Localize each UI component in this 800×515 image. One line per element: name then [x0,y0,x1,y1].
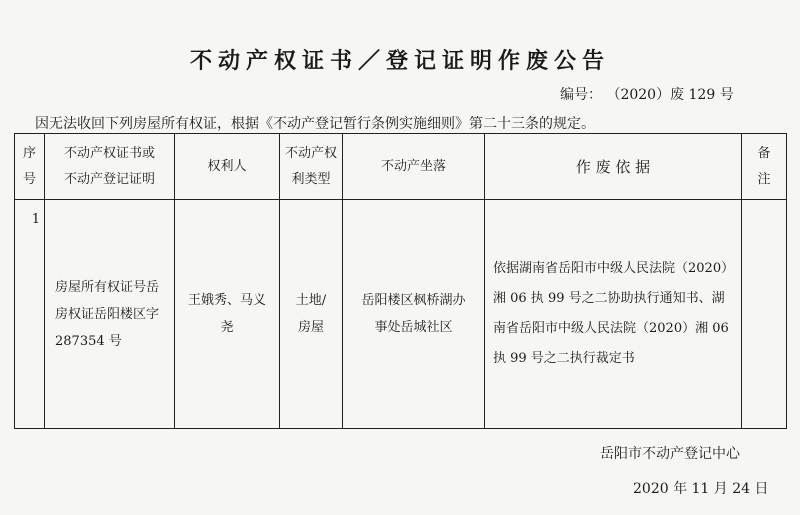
notice-title: 不动产权证书／登记证明作废公告 [189,48,610,74]
cell-basis: 依据湖南省岳阳市中级人民法院（2020）湘 06 执 99 号之二协助执行通知书、湖南省岳阳市中级人民法院（2020）湘 06 执 99 号之二执行裁定书 [485,200,742,429]
cell-right-type: 土地/房屋 [280,200,343,429]
cell-location: 岳阳楼区枫桥湖办事处岳城社区 [343,200,485,429]
document-number: 编号： （2020）废 129 号 [560,87,734,103]
issue-date: 2020 年 11 月 24 日 [633,481,769,497]
issuer-name: 岳阳市不动产登记中心 [600,446,740,462]
header-remark: 备 注 [742,134,787,200]
cell-remark [742,200,787,429]
intro-text: 因无法收回下列房屋所有权证，根据《不动产登记暂行条例实施细则》第二十三条的规定。 [35,116,595,132]
void-certificate-table [14,133,787,429]
table-header-row [15,134,787,200]
cell-certificate: 房屋所有权证号岳房权证岳阳楼区字 287354 号 [45,200,175,429]
header-right-type: 不动产权 利类型 [280,134,343,200]
header-location: 不动产坐落 [343,134,485,200]
header-owner: 权利人 [175,134,280,200]
table-row [15,200,787,429]
cell-owner: 王娥秀、马义尧 [175,200,280,429]
cell-seq: 1 [15,200,45,429]
header-certificate: 不动产权证书或 不动产登记证明 [45,134,175,200]
header-seq: 序 号 [15,134,45,200]
header-basis: 作 废 依 据 [485,134,742,200]
